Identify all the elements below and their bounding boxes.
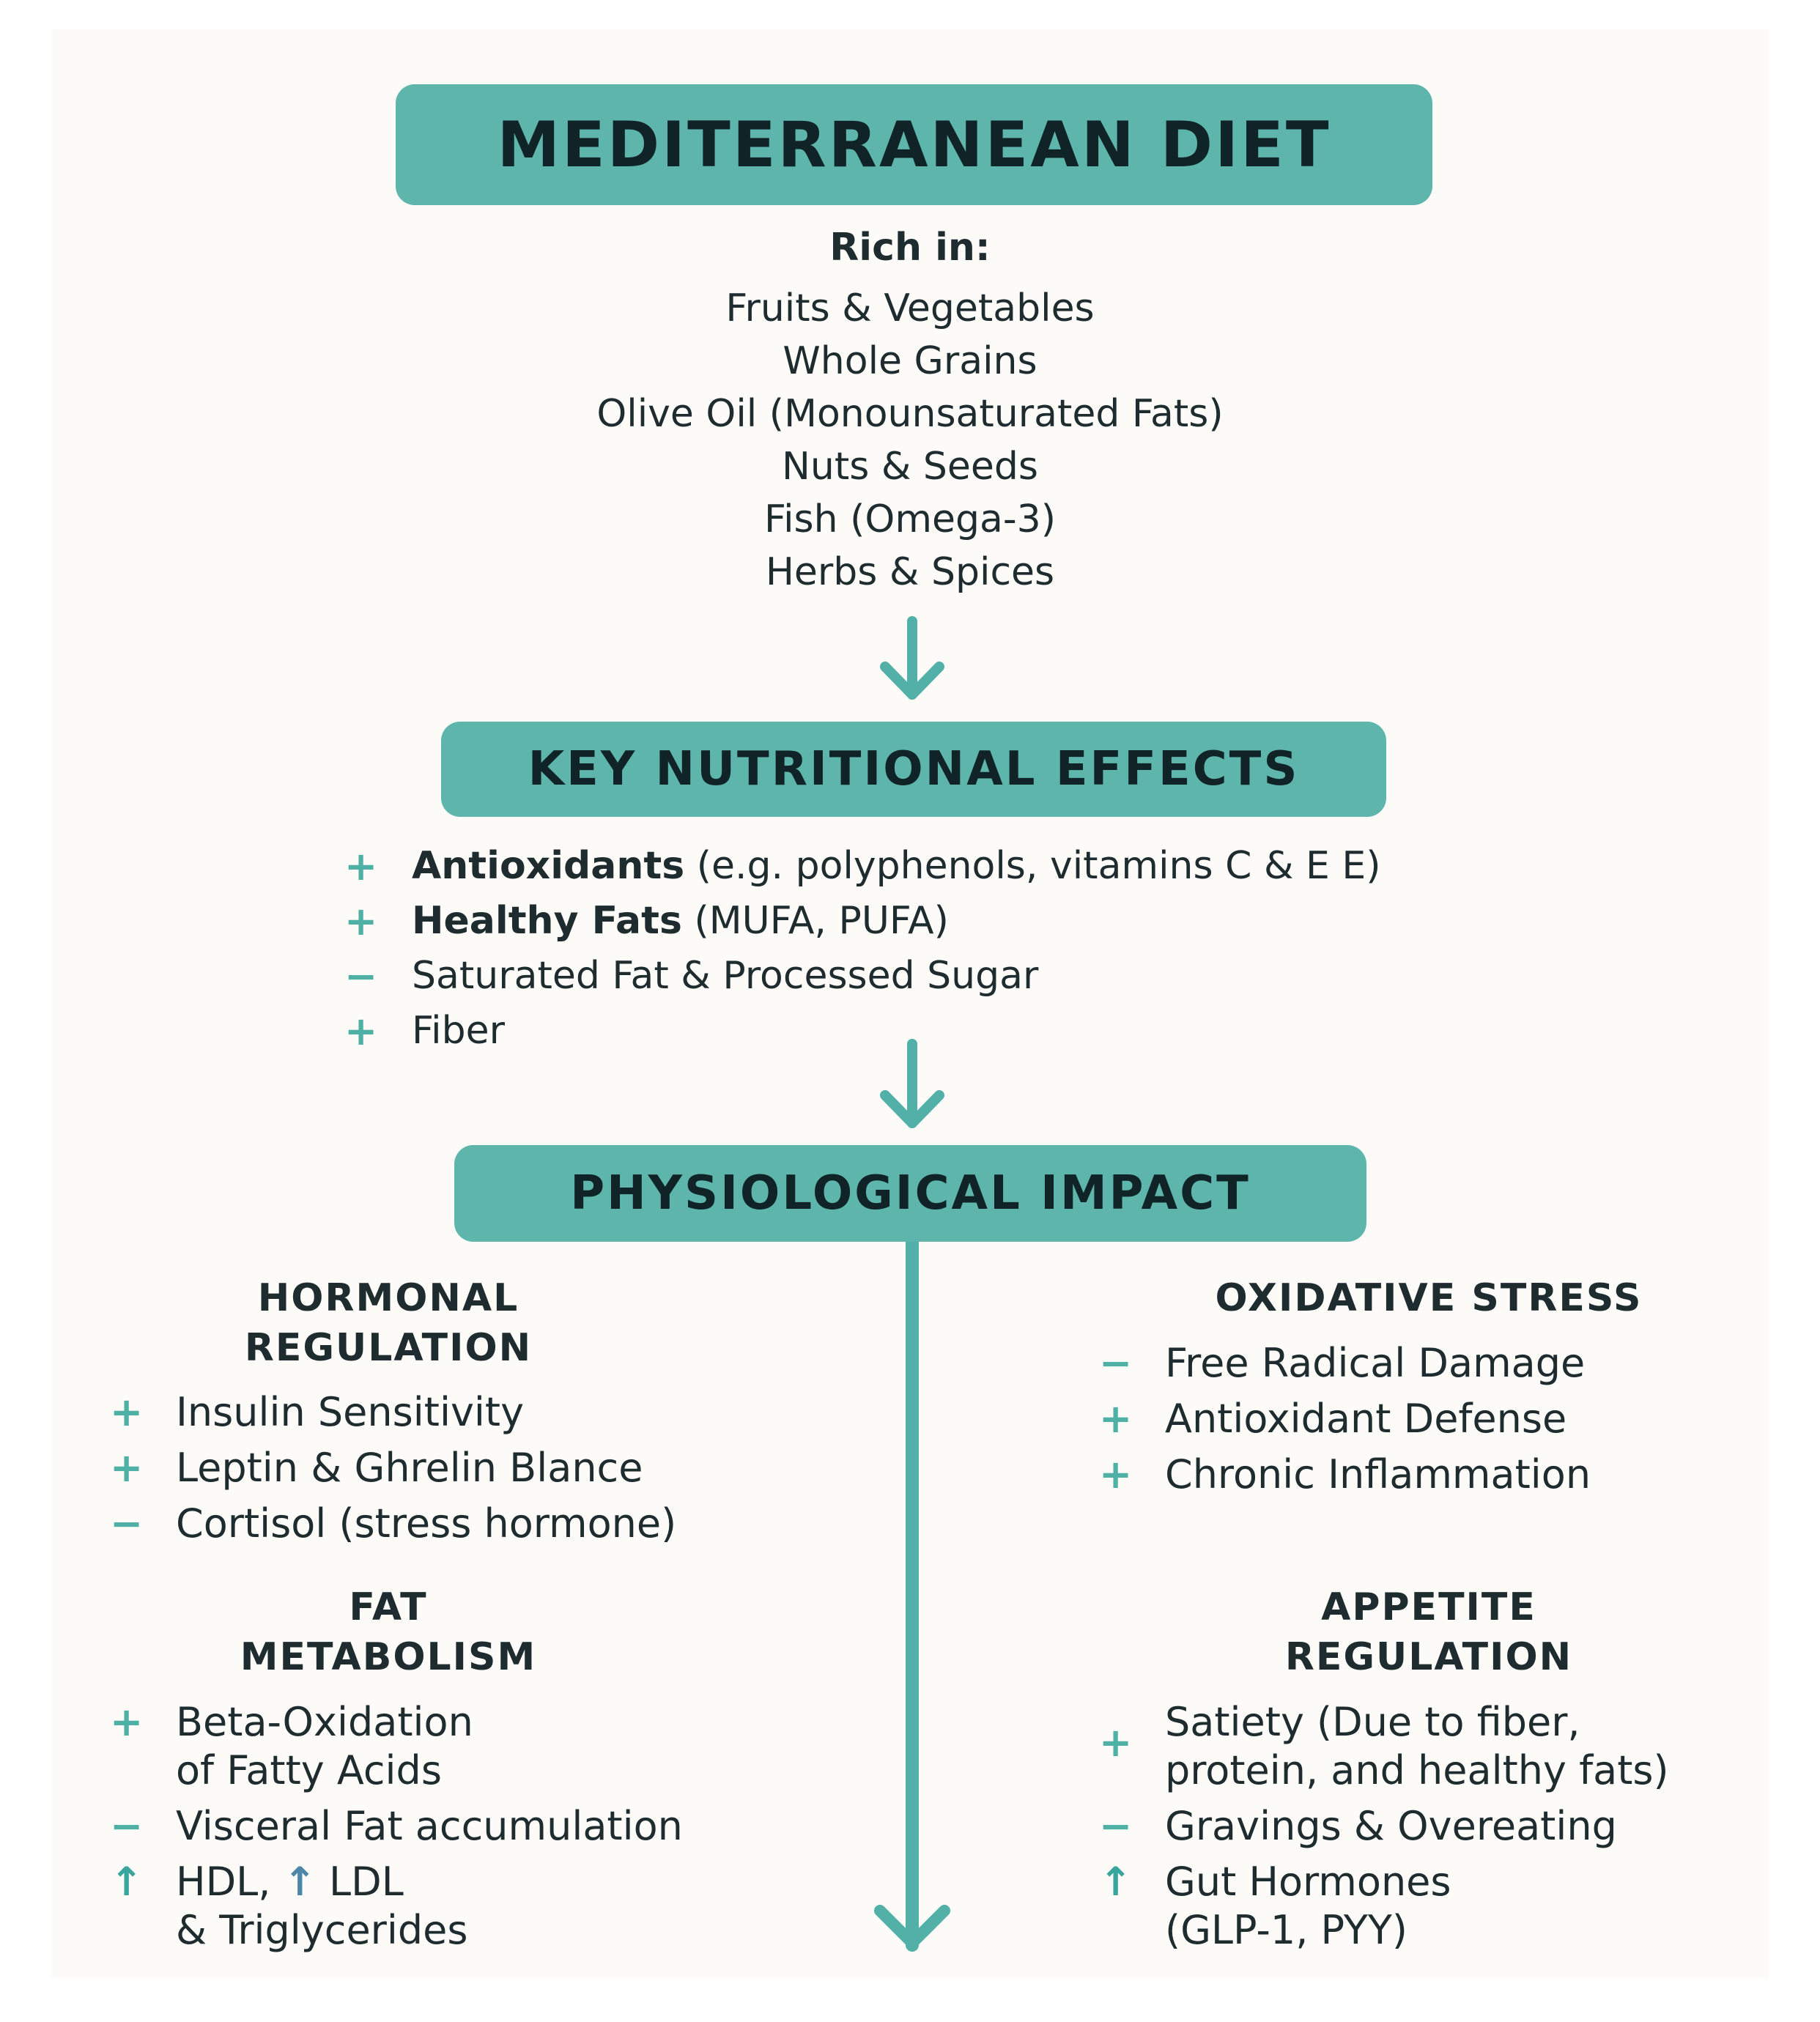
- list-item: ↑ HDL, ↑ LDL & Triglycerides: [110, 1859, 468, 1953]
- plus-icon: +: [110, 1699, 144, 1745]
- plus-icon: +: [1099, 1451, 1133, 1497]
- list-item: − Free Radical Damage: [1099, 1340, 1586, 1386]
- rich-in-label: Rich in:: [829, 226, 991, 270]
- plus-icon: +: [344, 1008, 378, 1054]
- impact-title: PHYSIOLOGICAL IMPACT: [570, 1166, 1251, 1221]
- up-arrow-icon: ↑: [283, 1859, 317, 1905]
- down-arrow-icon: [879, 621, 945, 702]
- diet-banner: [396, 84, 1432, 205]
- up-arrow-icon: ↑: [110, 1859, 144, 1905]
- list-item: + Fiber: [344, 1004, 1663, 1059]
- oxidative-heading: OXIDATIVE STRESS: [1215, 1276, 1643, 1320]
- list-item: − Cortisol (stress hormone): [110, 1500, 677, 1547]
- list-item: + Satiety (Due to fiber, protein, and healthy fats): [1099, 1699, 1669, 1793]
- plus-icon: +: [1099, 1719, 1133, 1766]
- plus-icon: +: [344, 898, 378, 944]
- list-item: ↑ Gut Hormones (GLP-1, PYY): [1099, 1859, 1451, 1953]
- list-item: Nuts & Seeds: [781, 445, 1039, 489]
- up-arrow-icon: ↑: [1099, 1859, 1133, 1905]
- list-item: + Leptin & Ghrelin Blance: [110, 1445, 643, 1491]
- central-down-arrow-icon: [876, 1238, 949, 1956]
- impact-banner: [454, 1145, 1366, 1242]
- fat-metabolism-list: [110, 1698, 879, 1962]
- minus-icon: −: [344, 953, 378, 999]
- plus-icon: +: [110, 1389, 144, 1435]
- minus-icon: −: [1099, 1803, 1133, 1849]
- effects-title: KEY NUTRITIONAL EFFECTS: [528, 742, 1300, 796]
- oxidative-list: [1099, 1339, 1758, 1506]
- list-item: + Antioxidants (e.g. polyphenols, vitamins C & E E): [344, 839, 1663, 894]
- list-item: − Gravings & Overeating: [1099, 1803, 1617, 1849]
- effects-list: [344, 839, 1663, 1059]
- list-item: + Chronic Inflammation: [1099, 1451, 1591, 1497]
- minus-icon: −: [110, 1500, 144, 1547]
- plus-icon: +: [110, 1445, 144, 1491]
- list-item: Fish (Omega-3): [763, 497, 1057, 541]
- plus-icon: +: [344, 843, 378, 889]
- fat-metabolism-heading: FAT METABOLISM: [240, 1585, 537, 1679]
- appetite-list: [1099, 1698, 1758, 1962]
- list-item: Whole Grains: [783, 339, 1037, 383]
- hormonal-heading: HORMONAL REGULATION: [244, 1276, 533, 1370]
- diet-title: MEDITERRANEAN DIET: [497, 108, 1331, 182]
- plus-icon: +: [1099, 1396, 1133, 1442]
- list-item: Herbs & Spices: [765, 550, 1055, 594]
- list-item: + Beta-Oxidation of Fatty Acids: [110, 1699, 473, 1793]
- list-item: + Healthy Fats (MUFA, PUFA): [344, 894, 1663, 949]
- list-item: Olive Oil (Monounsaturated Fats): [596, 392, 1224, 436]
- list-item: Fruits & Vegetables: [725, 286, 1095, 330]
- appetite-heading: APPETITE REGULATION: [1284, 1585, 1573, 1679]
- list-item: − Visceral Fat accumulation: [110, 1803, 683, 1849]
- hormonal-list: [110, 1388, 843, 1555]
- minus-icon: −: [110, 1803, 144, 1849]
- down-arrow-icon: [879, 1044, 945, 1130]
- minus-icon: −: [1099, 1340, 1133, 1386]
- effects-banner: [441, 722, 1386, 817]
- list-item: + Insulin Sensitivity: [110, 1389, 525, 1435]
- list-item: − Saturated Fat & Processed Sugar: [344, 949, 1663, 1004]
- list-item: + Antioxidant Defense: [1099, 1396, 1567, 1442]
- food-list: [0, 282, 1820, 599]
